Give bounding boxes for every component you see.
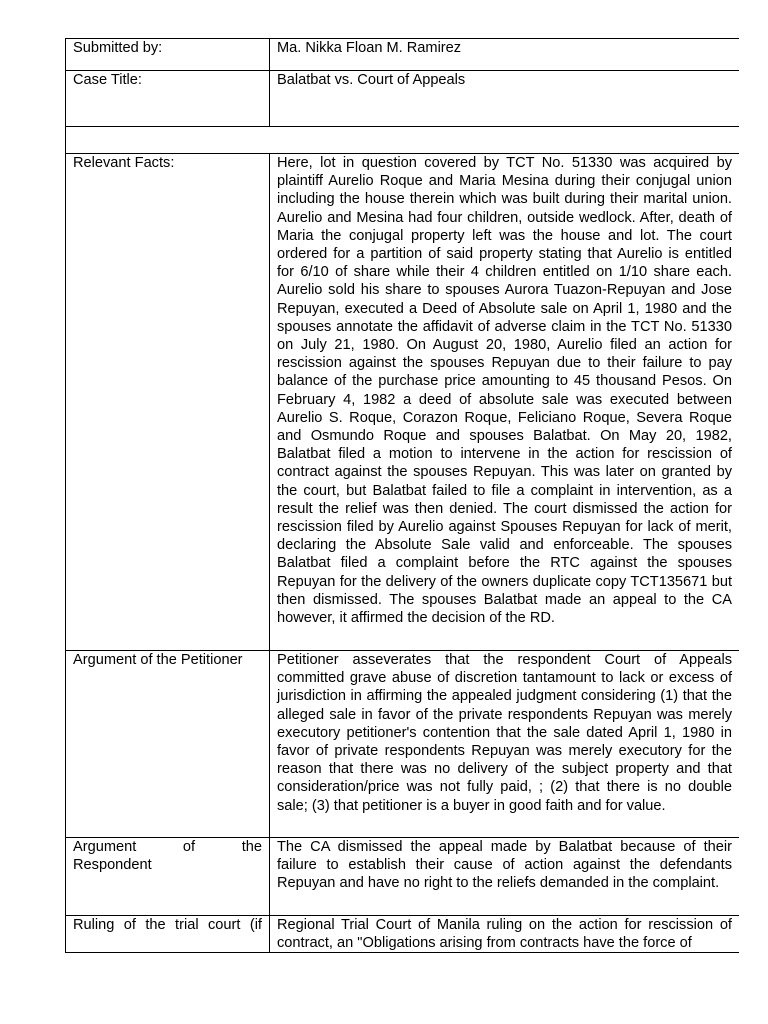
relevant-facts-label: Relevant Facts: (66, 154, 270, 651)
submitted-by-label: Submitted by: (66, 39, 270, 71)
case-title-label: Case Title: (66, 71, 270, 127)
case-digest-sheet (65, 38, 739, 966)
ruling-trial-court-value: Regional Trial Court of Manila ruling on the action for rescission of contract, an "Obligations arising from contracts have the force of (270, 916, 740, 953)
argument-respondent-label (66, 838, 270, 916)
argument-respondent-value: The CA dismissed the appeal made by Balatbat because of their failure to establish their cause of action against the defendants Repuyan and have no right to the reliefs demanded in the complaint. (270, 838, 740, 916)
row-ruling-trial-court (66, 916, 740, 953)
row-case-title (66, 71, 740, 127)
case-digest-table (65, 38, 739, 953)
relevant-facts-value: Here, lot in question covered by TCT No. 51330 was acquired by plaintiff Aurelio Roque and Maria Mesina during their conjugal union including the house therein which was built during their marital union. Aurelio and Mesina had four children, outside wedlock. After, death of Maria the conjugal property left was the house and lot. The court ordered for a partition of said property stating that Aurelio is entitled for 6/10 of share while their 4 children entitled on 1/10 share each. Aurelio sold his share to spouses Aurora Tuazon-Repuyan and Jose Repuyan, executed a Deed of Absolute sale on April 1, 1980 and the spouses annotate the affidavit of adverse claim in the TCT No. 51330 on July 21, 1980. On August 20, 1980, Aurelio filed an action for rescission against the spouses Repuyan due to their failure to pay balance of the purchase price amounting to 45 thousand Pesos. On February 4, 1982 a deed of absolute sale was executed between Aurelio S. Roque, Corazon Roque, Feliciano Roque, Severa Roque and Osmundo Roque and spouses Balatbat. On May 20, 1982, Balatbat filed a motion to intervene in the action for rescission of contract against the spouses Repuyan. This was later on granted by the court, but Balatbat failed to file a complaint in intervention, as a result the relief was then denied. The court dismissed the action for rescission filed by Aurelio against Spouses Repuyan for lack of merit, declaring the Absolute Sale valid and enforceable. The spouses Balatbat filed a complaint before the RTC against the spouses Repuyan for the delivery of the owners duplicate copy TCT135671 but then dismissed. The spouses Balatbat made an appeal to the CA however, it affirmed the decision of the RD. (270, 154, 740, 651)
ruling-trial-court-label: Ruling of the trial court (if (66, 916, 270, 953)
argument-respondent-label-line1: Argument of the (73, 839, 262, 855)
case-title-value: Balatbat vs. Court of Appeals (270, 71, 740, 127)
blank-spacer-cell (66, 127, 740, 154)
row-relevant-facts (66, 154, 740, 651)
argument-petitioner-label: Argument of the Petitioner (66, 651, 270, 838)
submitted-by-value: Ma. Nikka Floan M. Ramirez (270, 39, 740, 71)
row-argument-petitioner (66, 651, 740, 838)
row-argument-respondent (66, 838, 740, 916)
argument-petitioner-value: Petitioner asseverates that the respondent Court of Appeals committed grave abuse of discretion tantamount to lack or excess of jurisdiction in affirming the appealed judgment considering (1) that the alleged sale in favor of the private respondents Repuyan was merely executory petitioner's contention that the sale dated April 1, 1980 in favor of private respondents Repuyan was merely executory for the reason that there was no delivery of the subject property and that consideration/price was not fully paid, ; (2) that there is no double sale; (3) that petitioner is a buyer in good faith and for value. (270, 651, 740, 838)
row-blank-spacer (66, 127, 740, 154)
argument-respondent-label-line2: Respondent (73, 857, 152, 874)
row-submitted-by (66, 39, 740, 71)
